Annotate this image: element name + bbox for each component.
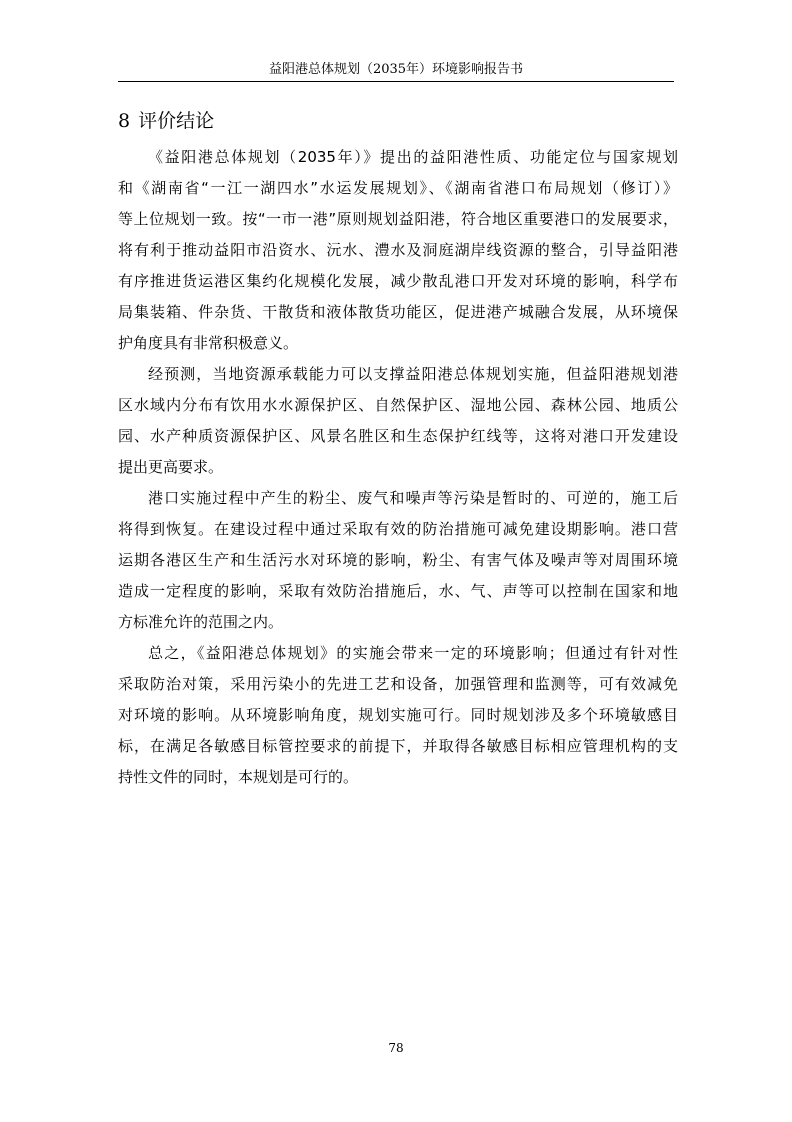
- body-text: [118, 142, 678, 793]
- paragraph-line: 对环境的影响。从环境影响角度，规划实施可行。同时规划涉及多个环境敏感目: [118, 706, 678, 724]
- paragraph-line: 将得到恢复。在建设过程中通过采取有效的防治措施可减免建设期影响。港口营: [118, 520, 678, 538]
- section-heading: [118, 108, 214, 134]
- paragraph-line: 有序推进货运港区集约化规模化发展，减少散乱港口开发对环境的影响，科学布: [118, 272, 678, 290]
- paragraph-line: 港口实施过程中产生的粉尘、废气和噪声等污染是暂时的、可逆的，施工后: [148, 489, 678, 507]
- paragraph: [118, 483, 678, 638]
- paragraph-line: 造成一定程度的影响，采取有效防治措施后，水、气、声等可以控制在国家和地: [118, 582, 678, 600]
- paragraph-line: 总之，《益阳港总体规划》的实施会带来一定的环境影响；但通过有针对性: [148, 644, 678, 662]
- header-rule: [118, 81, 674, 82]
- page-header-title: 益阳港总体规划（2035年）环境影响报告书: [268, 62, 524, 77]
- paragraph: [118, 142, 678, 359]
- paragraph-line: 园、水产种质资源保护区、风景名胜区和生态保护红线等，这将对港口开发建设: [118, 427, 678, 445]
- paragraph-line: 《益阳港总体规划（2035年）》提出的益阳港性质、功能定位与国家规划: [148, 148, 678, 166]
- paragraph-line: 运期各港区生产和生活污水对环境的影响，粉尘、有害气体及噪声等对周围环境: [118, 551, 678, 569]
- section-number: 8: [118, 110, 131, 132]
- page-number: 78: [388, 1041, 404, 1055]
- paragraph-line: 区水域内分布有饮用水水源保护区、自然保护区、湿地公园、森林公园、地质公: [118, 396, 678, 414]
- paragraph-line: 持性文件的同时，本规划是可行的。: [118, 768, 359, 786]
- paragraph-line: 经预测，当地资源承载能力可以支撑益阳港总体规划实施，但益阳港规划港: [148, 365, 678, 383]
- paragraph-line: 护角度具有非常积极意义。: [118, 334, 299, 352]
- section-title: 评价结论: [138, 110, 215, 132]
- paragraph-line: 和《湖南省“一江一湖四水”水运发展规划》、《湖南省港口布局规划（修订）》: [118, 179, 678, 197]
- paragraph-line: 方标准允许的范围之内。: [118, 613, 284, 631]
- paragraph: [118, 359, 678, 483]
- paragraph-line: 提出更高要求。: [118, 458, 224, 476]
- paragraph-line: 等上位规划一致。按“一市一港”原则规划益阳港，符合地区重要港口的发展要求，: [118, 210, 678, 228]
- paragraph: [118, 638, 678, 793]
- paragraph-line: 局集装箱、件杂货、干散货和液体散货功能区，促进港产城融合发展，从环境保: [118, 303, 678, 321]
- paragraph-line: 将有利于推动益阳市沿资水、沅水、澧水及洞庭湖岸线资源的整合，引导益阳港: [118, 241, 678, 259]
- paragraph-line: 标，在满足各敏感目标管控要求的前提下，并取得各敏感目标相应管理机构的支: [118, 737, 678, 755]
- paragraph-line: 采取防治对策，采用污染小的先进工艺和设备，加强管理和监测等，可有效减免: [118, 675, 678, 693]
